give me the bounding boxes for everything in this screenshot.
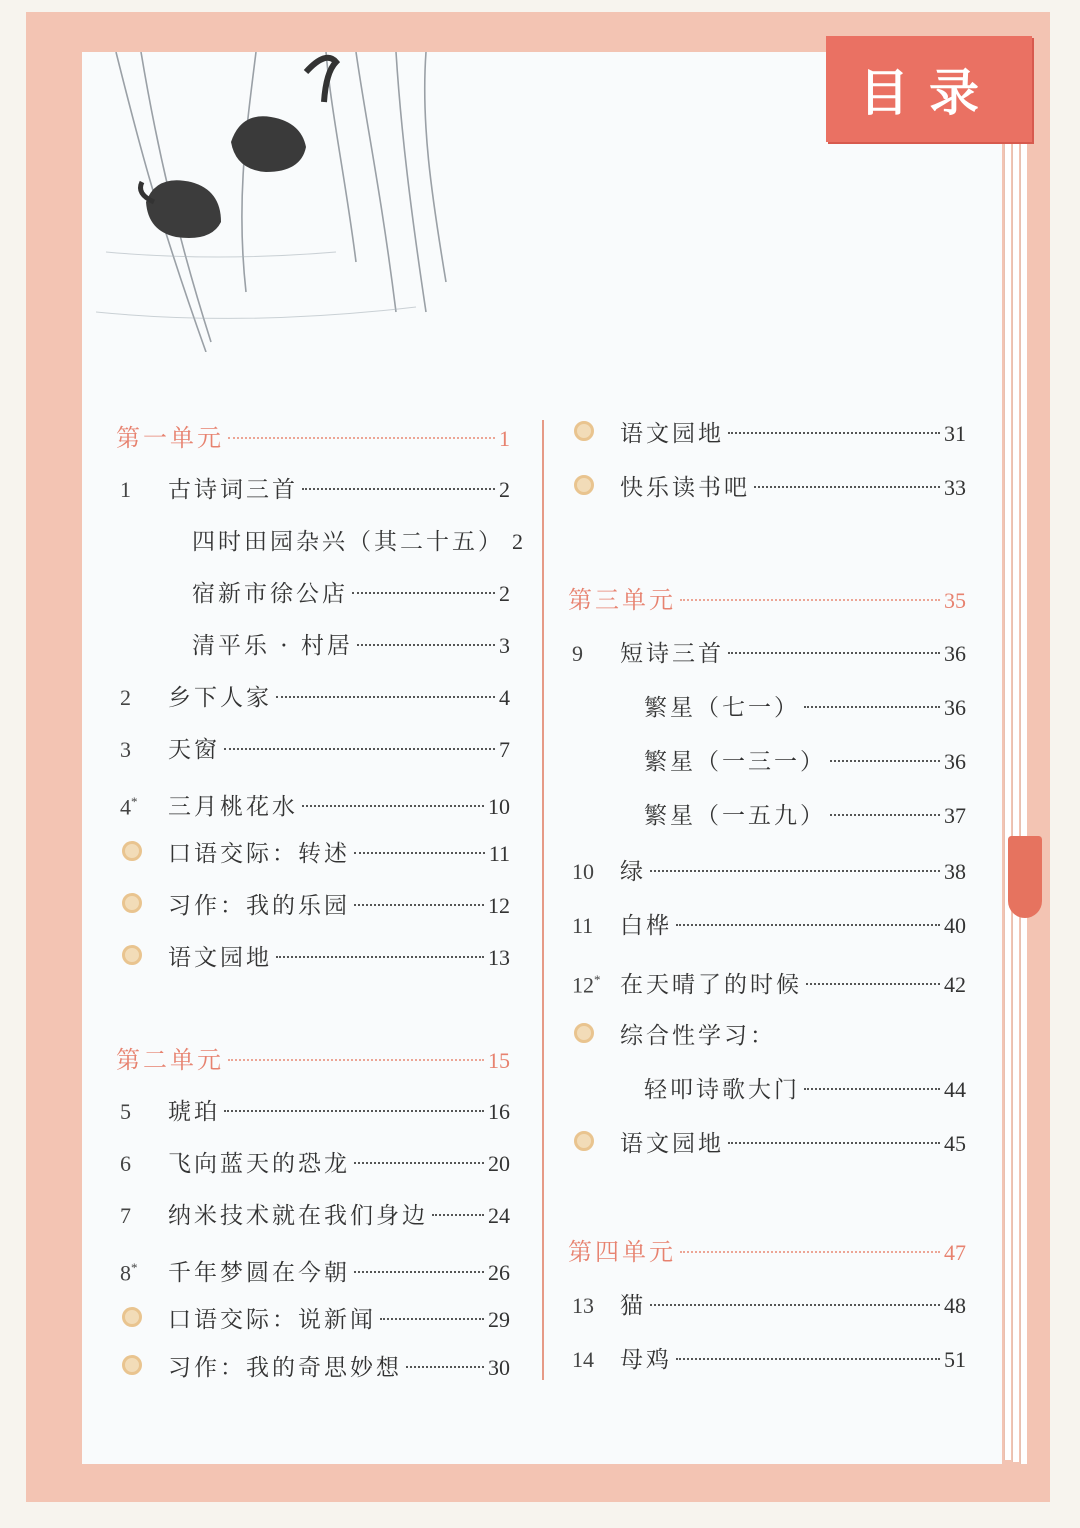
entry-title: 三月桃花水 [168, 794, 298, 821]
bullet-slot [120, 838, 168, 870]
page-number: 4 [499, 685, 510, 710]
lesson-number: 10 [572, 859, 594, 884]
circle-bullet-icon [122, 945, 142, 965]
toc-entry[interactable] [120, 1096, 510, 1128]
toc-entry[interactable] [572, 910, 966, 942]
toc-entry[interactable] [572, 1128, 966, 1160]
page-number: 37 [944, 803, 966, 828]
lesson-number: 6 [120, 1151, 131, 1176]
dot-leader [830, 760, 940, 762]
dot-leader [728, 432, 940, 434]
dot-leader [380, 1318, 484, 1320]
page-title: 目录 [826, 36, 1032, 142]
page-edge [1012, 70, 1019, 1462]
page-edge [1004, 60, 1011, 1460]
page-number: 33 [944, 475, 966, 500]
entry-title: 第二单元 [116, 1046, 224, 1074]
page-number: 36 [944, 749, 966, 774]
column-divider [542, 420, 544, 1380]
toc-entry[interactable] [120, 1252, 510, 1289]
circle-bullet-icon [122, 1307, 142, 1327]
dot-leader [650, 870, 940, 872]
page-number: 2 [499, 477, 510, 502]
unit-heading[interactable] [568, 1236, 966, 1269]
entry-title: 语文园地 [168, 945, 272, 971]
dot-leader [228, 437, 495, 439]
entry-title: 在天晴了的时候 [620, 972, 802, 999]
entry-title: 第一单元 [116, 424, 224, 452]
dot-leader [302, 805, 484, 807]
entry-title: 绿 [620, 859, 646, 885]
entry-title: 综合性学习： [620, 1023, 776, 1049]
dot-leader [354, 904, 484, 906]
lesson-number: 5 [120, 1099, 131, 1124]
entry-title: 短诗三首 [620, 641, 724, 667]
lesson-number: 3 [120, 737, 131, 762]
toc-entry[interactable] [572, 964, 966, 1001]
swan-willow-illustration [96, 52, 476, 352]
bullet-slot [572, 1020, 620, 1052]
circle-bullet-icon [574, 1131, 594, 1151]
dot-leader [806, 983, 940, 985]
toc-entry[interactable] [120, 474, 510, 506]
entry-title: 轻叩诗歌大门 [644, 1077, 800, 1103]
entry-title: 繁星（一五九） [644, 803, 826, 829]
lesson-number: 14 [572, 1347, 594, 1372]
toc-entry[interactable] [120, 942, 510, 974]
page-number: 48 [944, 1293, 966, 1318]
dot-leader [302, 488, 495, 490]
toc-entry[interactable] [572, 418, 966, 450]
circle-bullet-icon [122, 1355, 142, 1375]
toc-entry[interactable] [572, 1344, 966, 1376]
page-number: 47 [944, 1240, 966, 1265]
toc-entry[interactable] [644, 1074, 966, 1106]
bullet-slot [572, 418, 620, 450]
circle-bullet-icon [122, 893, 142, 913]
circle-bullet-icon [574, 1023, 594, 1043]
dot-leader [680, 599, 940, 601]
dot-leader [357, 644, 495, 646]
entry-title: 清平乐 · 村居 [192, 633, 353, 659]
toc-entry[interactable] [120, 682, 510, 714]
dot-leader [432, 1214, 484, 1216]
page-number: 40 [944, 913, 966, 938]
dot-leader [224, 1110, 484, 1112]
dot-leader [354, 1271, 484, 1273]
dot-leader [276, 696, 495, 698]
page-number: 44 [944, 1077, 966, 1102]
toc-entry[interactable] [120, 734, 510, 766]
circle-bullet-icon [574, 421, 594, 441]
bullet-slot [120, 1304, 168, 1336]
bullet-slot [120, 890, 168, 922]
dot-leader [676, 1358, 940, 1360]
page-number: 30 [488, 1355, 510, 1380]
toc-entry[interactable] [572, 472, 966, 504]
toc-entry[interactable] [644, 692, 966, 724]
entry-title: 琥珀 [168, 1099, 220, 1125]
entry-title: 宿新市徐公店 [192, 581, 348, 607]
entry-title: 习作：我的乐园 [168, 893, 350, 919]
entry-title: 快乐读书吧 [620, 475, 750, 501]
toc-entry[interactable] [120, 1148, 510, 1180]
dot-leader [830, 814, 940, 816]
page-number: 2 [512, 529, 523, 554]
toc-entry[interactable] [644, 800, 966, 832]
page-number: 15 [488, 1048, 510, 1073]
toc-entry[interactable] [192, 630, 510, 662]
entry-title: 习作：我的奇思妙想 [168, 1355, 402, 1381]
entry-title: 语文园地 [620, 421, 724, 447]
lesson-number: 7 [120, 1203, 131, 1228]
dot-leader [680, 1251, 940, 1253]
optional-lesson-mark: * [594, 972, 601, 987]
page-number: 38 [944, 859, 966, 884]
dot-leader [650, 1304, 940, 1306]
page-number: 36 [944, 695, 966, 720]
page-number: 2 [499, 581, 510, 606]
bullet-slot [120, 1352, 168, 1384]
page-number: 7 [499, 737, 510, 762]
toc-entry[interactable] [572, 1290, 966, 1322]
entry-title: 飞向蓝天的恐龙 [168, 1151, 350, 1177]
page-number: 24 [488, 1203, 510, 1228]
lesson-number: 4* [120, 794, 138, 820]
entry-title: 第三单元 [568, 586, 676, 614]
unit-heading[interactable] [116, 1044, 510, 1077]
entry-title: 口语交际：说新闻 [168, 1307, 376, 1333]
page-number: 13 [488, 945, 510, 970]
circle-bullet-icon [574, 475, 594, 495]
dot-leader [406, 1366, 484, 1368]
bullet-slot [120, 942, 168, 974]
toc-entry[interactable] [120, 786, 510, 823]
unit-heading[interactable] [116, 422, 510, 455]
dot-leader [276, 956, 484, 958]
lesson-number: 8* [120, 1260, 138, 1286]
dot-leader [804, 706, 940, 708]
toc-entry[interactable] [572, 638, 966, 670]
bullet-slot [572, 1128, 620, 1160]
dot-leader [224, 748, 495, 750]
page-number: 26 [488, 1260, 510, 1286]
entry-title: 语文园地 [620, 1131, 724, 1157]
entry-title: 四时田园杂兴（其二十五） [192, 529, 504, 555]
entry-title: 白桦 [620, 913, 672, 939]
lesson-number: 2 [120, 685, 131, 710]
lesson-number: 13 [572, 1293, 594, 1318]
entry-title: 纳米技术就在我们身边 [168, 1203, 428, 1229]
toc-entry[interactable] [120, 1200, 510, 1232]
toc-entry[interactable] [572, 856, 966, 888]
dot-leader [804, 1088, 940, 1090]
entry-title: 繁星（一三一） [644, 749, 826, 775]
toc-entry[interactable] [120, 890, 510, 922]
dot-leader [228, 1059, 484, 1061]
toc-entry[interactable] [572, 1020, 966, 1052]
entry-title: 乡下人家 [168, 685, 272, 711]
lesson-number: 11 [572, 913, 594, 938]
optional-lesson-mark: * [131, 794, 138, 809]
entry-title: 古诗词三首 [168, 477, 298, 503]
page-number: 3 [499, 633, 510, 658]
toc-entry[interactable] [120, 838, 510, 870]
circle-bullet-icon [122, 841, 142, 861]
dot-leader [354, 1162, 484, 1164]
lesson-number: 12* [572, 972, 601, 998]
entry-title: 第四单元 [568, 1238, 676, 1266]
dot-leader [728, 652, 940, 654]
page-number: 1 [499, 426, 510, 451]
entry-title: 母鸡 [620, 1347, 672, 1373]
dot-leader [354, 852, 485, 854]
dot-leader [352, 592, 495, 594]
toc-entry[interactable] [120, 1352, 510, 1384]
entry-title: 繁星（七一） [644, 695, 800, 721]
page-number: 35 [944, 588, 966, 613]
page-edge [1020, 80, 1027, 1464]
page-number: 45 [944, 1131, 966, 1156]
page-number: 31 [944, 421, 966, 446]
entry-title: 猫 [620, 1293, 646, 1319]
entry-title: 千年梦圆在今朝 [168, 1260, 350, 1287]
page-number: 51 [944, 1347, 966, 1372]
entry-title: 天窗 [168, 737, 220, 763]
bookmark-ribbon [1008, 836, 1042, 918]
bullet-slot [572, 472, 620, 504]
page-number: 42 [944, 972, 966, 998]
toc-entry[interactable] [644, 746, 966, 778]
toc-entry[interactable] [192, 526, 523, 558]
unit-heading[interactable] [568, 584, 966, 617]
toc-entry[interactable] [192, 578, 510, 610]
page-number: 36 [944, 641, 966, 666]
dot-leader [676, 924, 940, 926]
toc-entry[interactable] [120, 1304, 510, 1336]
page-number: 12 [488, 893, 510, 918]
optional-lesson-mark: * [131, 1260, 138, 1275]
page-number: 20 [488, 1151, 510, 1176]
lesson-number: 1 [120, 477, 131, 502]
page-number: 11 [488, 841, 510, 866]
page-number: 10 [488, 794, 510, 820]
page-number: 29 [488, 1307, 510, 1332]
page-number: 16 [488, 1099, 510, 1124]
dot-leader [728, 1142, 940, 1144]
entry-title: 口语交际：转述 [168, 841, 350, 867]
lesson-number: 9 [572, 641, 583, 666]
dot-leader [754, 486, 940, 488]
